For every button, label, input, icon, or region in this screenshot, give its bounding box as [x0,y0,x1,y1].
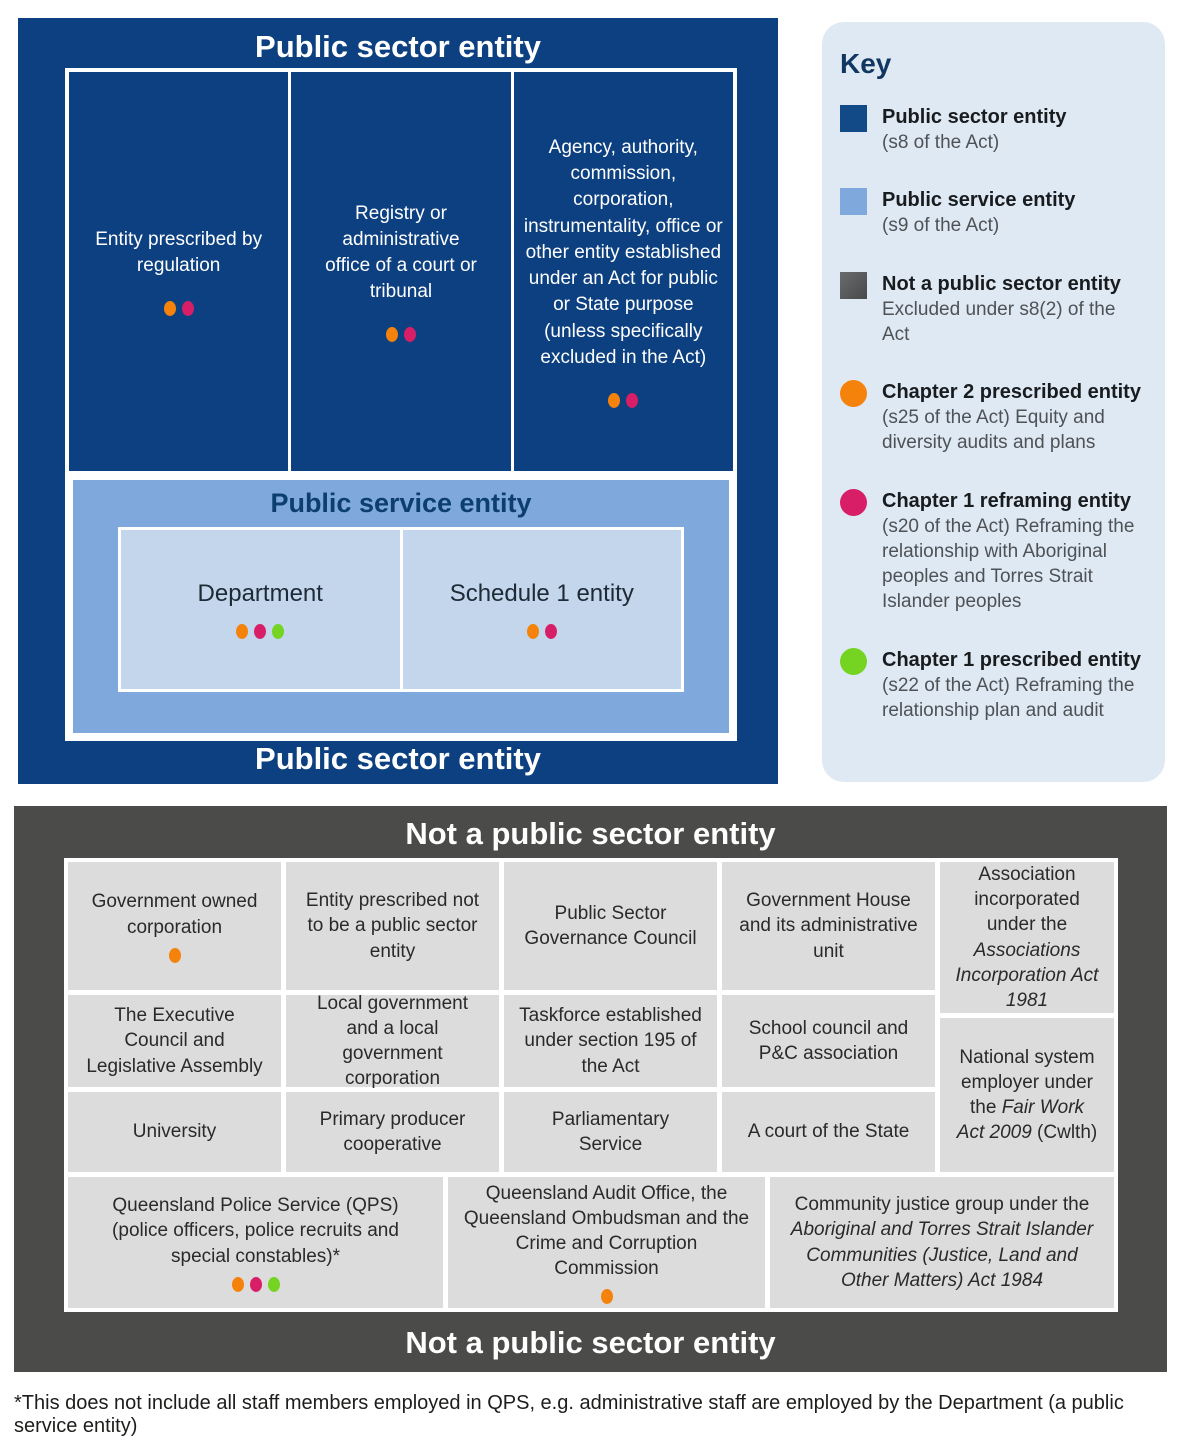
key-item-title: Chapter 2 prescribed entity [882,381,1141,404]
cell-text-normal: National system employer under the [959,1046,1095,1118]
cell-school-council-pc-association [722,995,935,1087]
green-circle-swatch [840,648,867,675]
green-dot [272,624,284,639]
excluded-bottom-row [68,1177,1114,1308]
cell-audit-office-ombudsman-ccc [448,1177,765,1308]
cell-schedule-1-entity [400,530,682,689]
public-service-title: Public service entity [270,488,532,518]
cell-label: The Executive Council and Legislative Assembly [86,1005,263,1077]
not-public-sector-title-bottom: Not a public sector entity [405,1325,776,1360]
excluded-side-column [940,862,1114,1172]
cell-label: Department [197,580,323,607]
cell-community-justice-group [770,1177,1114,1308]
excluded-frame [64,858,1118,1312]
footnote: *This does not include all staff members employed in QPS, e.g. administrative staff are employed by the Department (a public service entity) [14,1392,1124,1437]
cell-taskforce-section-195 [504,995,717,1087]
key-item-text [882,104,1067,155]
excluded-grid-area [68,862,1114,1172]
cell-label: Queensland Police Service (QPS) (police officers, police recruits and special constables)* [112,1195,399,1267]
cell-label: Public Sector Governance Council [524,902,697,949]
cell-label: A court of the State [747,1121,910,1143]
key-item-public-sector-entity [840,104,1147,155]
cell-registry-or-administrative-office [291,72,510,471]
cell-label: Primary producer cooperative [319,1108,466,1155]
cell-court-of-the-state [722,1092,935,1172]
cell-primary-producer-cooperative [286,1092,499,1172]
cell-text-italic: Fair Work Act 2009 [956,1097,1085,1144]
orange-dot [386,327,398,342]
dark-blue-square-swatch [840,105,867,132]
cell-parliamentary-service [504,1092,717,1172]
key-item-chapter-1-prescribed-entity [840,647,1147,724]
key-item-title: Public sector entity [882,106,1067,128]
key-item-desc: (s20 of the Act) Reframing the relationship with Aboriginal peoples and Torres Strait Islander peoples [882,515,1135,613]
cell-university [68,1092,281,1172]
key-item-desc: (s8 of the Act) [882,132,1000,153]
magenta-circle-swatch [840,489,867,516]
chapter-dots [229,1277,283,1292]
cell-label: School council and P&C association [748,1017,909,1064]
key-item-public-service-entity [840,187,1147,238]
key-panel [822,22,1165,782]
public-sector-box [18,18,778,784]
orange-dot [169,948,181,963]
key-item-desc: (s9 of the Act) [882,215,1000,237]
key-item-title: Public service entity [882,189,1076,212]
orange-dot [232,1277,244,1292]
cell-label: Entity prescribed not to be a public sector entity [305,890,480,962]
key-item-text [882,488,1144,615]
cell-entity-prescribed-by-regulation [69,72,288,471]
chapter-dots [233,624,287,639]
cell-text-normal: Community justice group under the [794,1194,1090,1216]
cell-label: Agency, authority, commission, corporation, instrumentality, office or other entity established under an Act for public or State purpose (unless specifically excluded in the Act) [523,137,723,368]
chapter-dots [605,393,641,408]
cell-government-house [722,862,935,990]
key-item-text [882,647,1144,724]
public-service-table [118,527,684,692]
cell-queensland-police-service [68,1177,443,1308]
cell-label: Parliamentary Service [551,1108,670,1155]
public-sector-title-top: Public sector entity [255,29,541,64]
sector-frame [65,68,737,741]
cell-text-italic: Aboriginal and Torres Strait Islander Communities (Justice, Land and Other Matters) Act 1984 [790,1219,1094,1291]
cell-label: Taskforce established under section 195 of the Act [519,1005,702,1077]
public-sector-title-bottom: Public sector entity [255,741,541,776]
key-item-chapter-2-prescribed-entity [840,379,1147,456]
key-item-title: Chapter 1 prescribed entity [882,648,1141,671]
cell-government-owned-corporation [68,862,281,990]
magenta-dot [182,301,194,316]
not-public-sector-title-top: Not a public sector entity [405,816,776,851]
key-item-desc: (s25 of the Act) Equity and diversity audits and plans [882,407,1105,454]
key-item-title: Not a public sector entity [882,272,1121,295]
chapter-dots [383,327,419,342]
orange-dot [236,624,248,639]
cell-label: Registry or administrative office of a court or tribunal [325,202,477,303]
cell-executive-council-legislative-assembly [68,995,281,1087]
key-item-chapter-1-reframing-entity [840,488,1147,615]
cell-label: Local government and a local government corporation [316,992,469,1090]
cell-label [954,862,1100,1012]
cell-text-italic: Associations Incorporation Act 1981 [955,939,1099,1011]
excluded-main-grid [68,862,935,1172]
chapter-dots [524,624,560,639]
cell-label: Government owned corporation [91,891,258,938]
green-dot [268,1277,280,1292]
cell-entity-prescribed-not-public [286,862,499,990]
cell-text-normal: Association incorporated under the [974,864,1080,936]
cell-national-system-employer [940,1018,1114,1172]
chapter-dots [161,301,197,316]
light-blue-square-swatch [840,188,867,215]
key-item-text [882,271,1144,348]
orange-dot [601,1289,613,1304]
magenta-dot [250,1277,262,1292]
cell-association-incorporated [940,862,1114,1013]
orange-circle-swatch [840,380,867,407]
cell-department [121,530,400,689]
key-item-title: Chapter 1 reframing entity [882,489,1131,512]
not-public-sector-box [14,806,1167,1372]
cell-label: Government House and its administrative unit [739,890,918,962]
cell-agency-authority-commission [514,72,733,471]
orange-dot [608,393,620,408]
magenta-dot [545,624,557,639]
magenta-dot [404,327,416,342]
cell-public-sector-governance-council [504,862,717,990]
cell-label [784,1192,1100,1292]
sector-columns [69,72,733,471]
orange-dot [164,301,176,316]
key-title: Key [840,48,892,79]
key-item-desc: (s22 of the Act) Reframing the relationship plan and audit [882,674,1135,721]
key-item-text [882,187,1075,238]
magenta-dot [254,624,266,639]
cell-label: Entity prescribed by regulation [95,228,263,276]
cell-label [954,1045,1100,1145]
cell-label: Queensland Audit Office, the Queensland Ombudsman and the Crime and Corruption Commission [463,1182,750,1280]
cell-label: University [132,1121,217,1143]
chapter-dots [166,948,184,963]
orange-dot [527,624,539,639]
public-service-box [73,480,729,733]
key-item-text [882,379,1144,456]
key-item-not-public-sector-entity [840,271,1147,348]
key-item-desc: Excluded under s8(2) of the Act [882,298,1116,345]
gray-square-swatch [840,272,867,299]
chapter-dots [598,1289,616,1304]
cell-local-government [286,992,499,1090]
cell-label: Schedule 1 entity [449,580,634,607]
cell-text-normal: (Cwlth) [1031,1122,1098,1144]
magenta-dot [626,393,638,408]
